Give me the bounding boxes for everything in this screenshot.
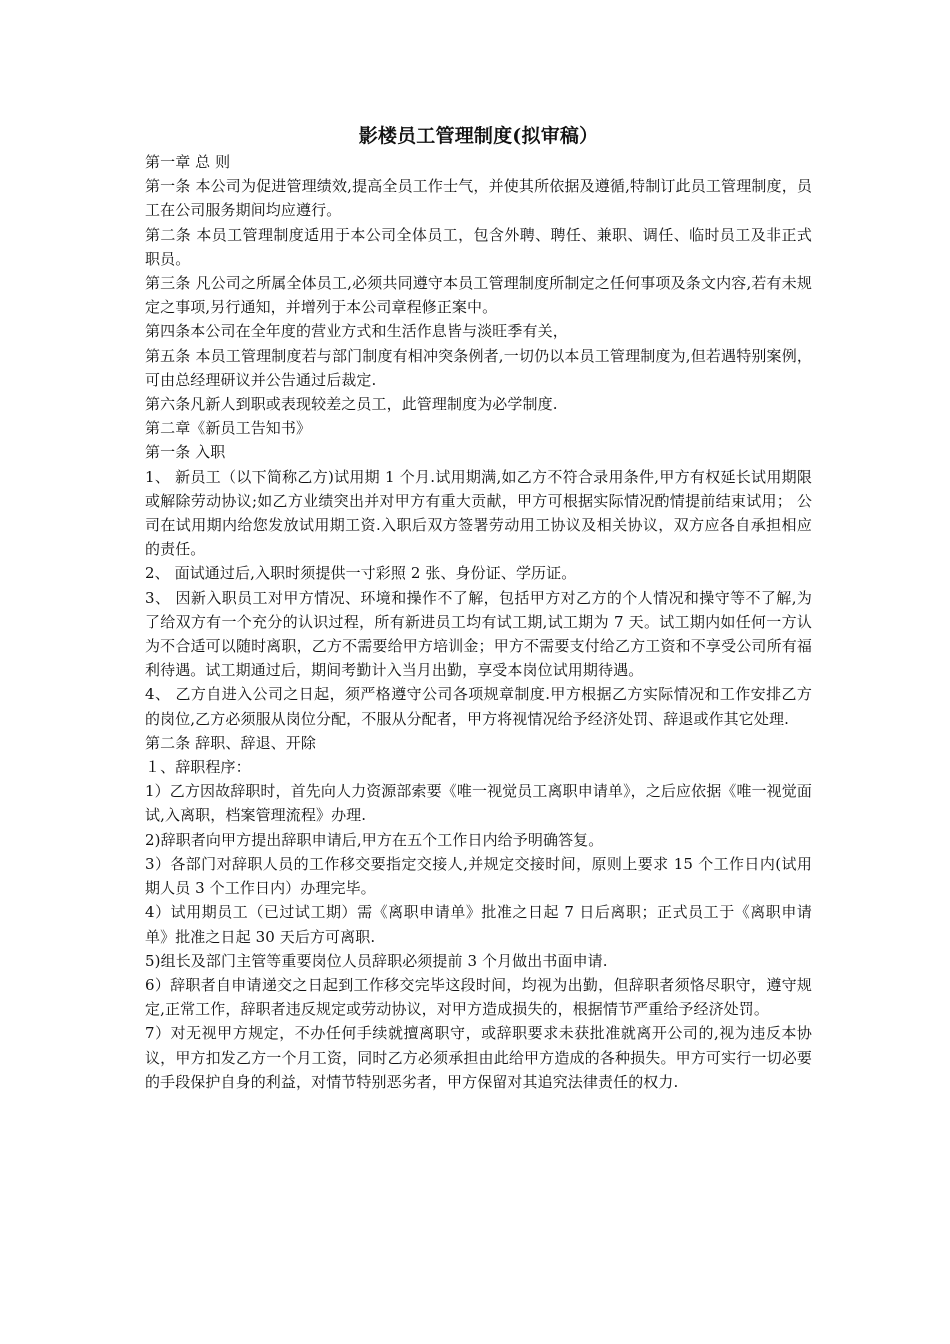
- paragraph-list: [145, 150, 812, 1094]
- paragraph: 第三条 凡公司之所属全体员工,必须共同遵守本员工管理制度所制定之任何事项及条文内容,若有未规定之事项,另行通知，并增列于本公司章程修正案中。: [145, 274, 812, 317]
- paragraph: 3、 因新入职员工对甲方情况、环境和操作不了解，包括甲方对乙方的个人情况和操守等不了解,为了给双方有一个充分的认识过程，所有新进员工均有试工期,试工期为 7 天。试工期内如任何一方认为不合适可以随时离职，乙方不需要给甲方培训金；甲方不需要支付给乙方工资和不享受公司所有福利待遇。试工期通过后，期间考勤计入当月出勤，享受本岗位试用期待遇。: [145, 588, 812, 680]
- paragraph: 4、 乙方自进入公司之日起，须严格遵守公司各项规章制度.甲方根据乙方实际情况和工作安排乙方的岗位,乙方必须服从岗位分配，不服从分配者，甲方将视情况给予经济处罚、辞退或作其它处理.: [145, 685, 812, 728]
- paragraph: 2)辞职者向甲方提出辞职申请后,甲方在五个工作日内给予明确答复。: [145, 830, 604, 849]
- paragraph: 5)组长及部门主管等重要岗位人员辞职必须提前 3 个月做出书面申请.: [145, 951, 608, 970]
- paragraph: 3）各部门对辞职人员的工作移交要指定交接人,并规定交接时间，原则上要求 15 个工作日内(试用期人员 3 个工作日内）办理完毕。: [145, 854, 812, 898]
- paragraph: 第一章 总 则: [145, 153, 231, 171]
- paragraph: 1、 新员工（以下简称乙方)试用期 1 个月.试用期满,如乙方不符合录用条件,甲方有权延长试用期限或解除劳动协议;如乙方业绩突出并对甲方有重大贡献，甲方可根据实际情况酌情提前结束试用； 公司在试用期内给您发放试用期工资.入职后双方签署劳动用工协议及相关协议，双方应各自承担相应的责任。: [145, 467, 812, 559]
- paragraph: 第一条 本公司为促进管理绩效,提高全员工作士气，并使其所依据及遵循,特制订此员工管理制度，员工在公司服务期间均应遵行。: [145, 177, 812, 220]
- paragraph: 第四条本公司在全年度的营业方式和生活作息皆与淡旺季有关，: [145, 322, 568, 341]
- paragraph: １、辞职程序：: [145, 758, 251, 777]
- paragraph: 第二章《新员工告知书》: [145, 419, 312, 438]
- paragraph: 1）乙方因故辞职时，首先向人力资源部索要《唯一视觉员工离职申请单》，之后应依据《唯一视觉面试,入离职，档案管理流程》办理.: [145, 782, 812, 825]
- document-title: 影楼员工管理制度(拟审稿）: [358, 125, 599, 147]
- paragraph: 第一条 入职: [145, 443, 226, 462]
- paragraph: 6）辞职者自申请递交之日起到工作移交完毕这段时间，均视为出勤，但辞职者须恪尽职守，遵守规定,正常工作，辞职者违反规定或劳动协议，对甲方造成损失的，根据情节严重给予经济处罚。: [145, 975, 812, 1019]
- paragraph: 第五条 本员工管理制度若与部门制度有相冲突条例者,一切仍以本员工管理制度为,但若遇特别案例，可由总经理研议并公告通过后裁定.: [145, 346, 812, 389]
- paragraph: 2、 面试通过后,入职时须提供一寸彩照 2 张、身份证、学历证。: [145, 564, 577, 583]
- paragraph: 第六条凡新人到职或表现较差之员工，此管理制度为必学制度.: [145, 395, 558, 414]
- paragraph: 第二条 本员工管理制度适用于本公司全体员工，包含外聘、聘任、兼职、调任、临时员工及非正式职员。: [145, 225, 812, 268]
- paragraph: 第二条 辞职、辞退、开除: [145, 733, 316, 752]
- paragraph: 4）试用期员工（已过试工期）需《离职申请单》批准之日起 7 日后离职；正式员工于《离职申请单》批准之日起 30 天后方可离职.: [145, 903, 812, 946]
- paragraph: 7）对无视甲方规定，不办任何手续就擅离职守，或辞职要求未获批准就离开公司的,视为违反本协议，甲方扣发乙方一个月工资，同时乙方必须承担由此给甲方造成的各种损失。甲方可实行一切必要的手段保护自身的利益，对情节特别恶劣者，甲方保留对其追究法律责任的权力.: [145, 1024, 812, 1091]
- document-body: [145, 122, 812, 1094]
